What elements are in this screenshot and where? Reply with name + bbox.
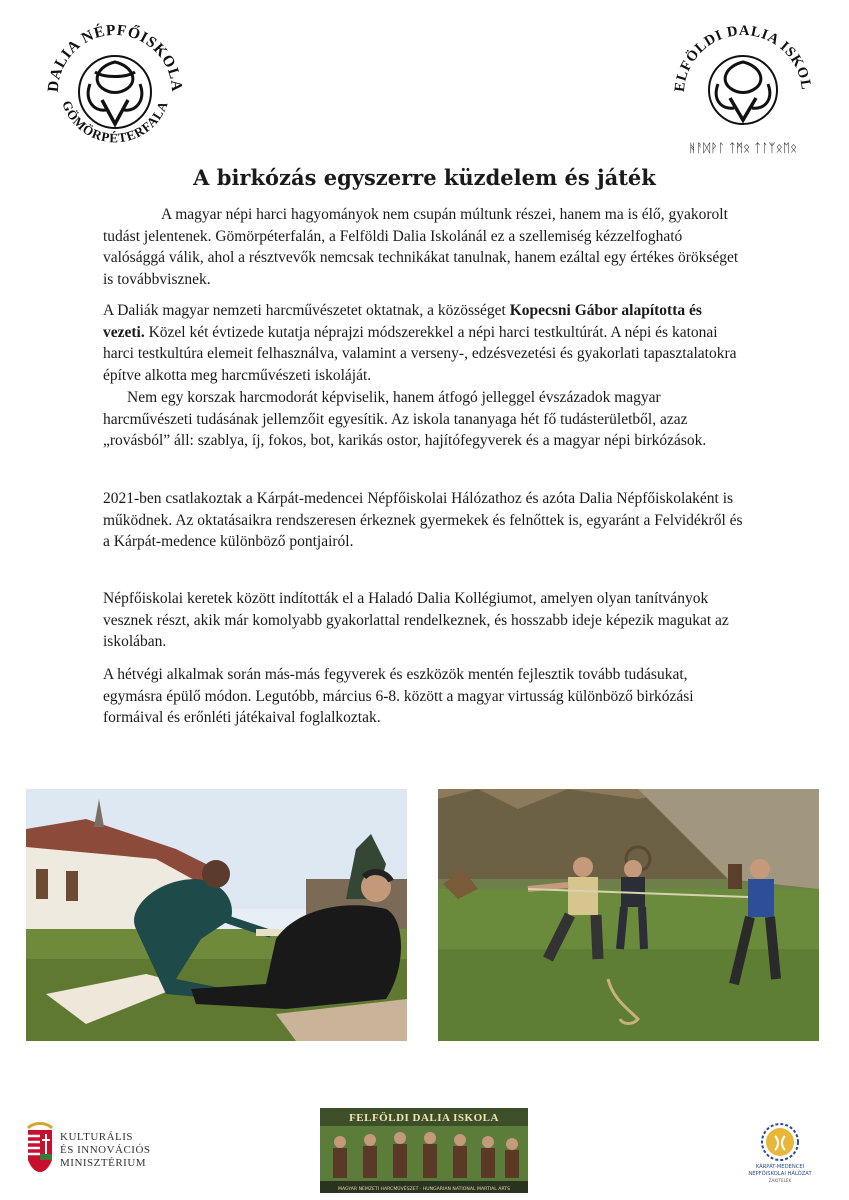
paragraph-2 xyxy=(103,300,743,452)
right-logo-rovas-text: ᚻᚨᛞᚹᛚ ᛏᛗᛟ ᛏᛚᛉᛟᛖᛟ xyxy=(688,141,798,155)
right-logo-top-text: ELFÖLDI DALIA ISKOL xyxy=(671,22,815,93)
network-line2: NÉPFŐISKOLAI HÁLÓZAT xyxy=(748,1171,812,1177)
felfoldi-dalia-iskola-logo xyxy=(668,14,818,164)
paragraph-2-start: A Daliák magyar nemzeti harcművészetet oktatnak, a közösséget xyxy=(103,302,510,319)
left-logo-top-text: DALIA NÉPFŐISKOLA xyxy=(44,21,186,93)
ministry-line2: ÉS INNOVÁCIÓS xyxy=(60,1144,151,1156)
paragraph-4 xyxy=(103,488,743,553)
karpat-medencei-nepfoiskolai-halozat-logo xyxy=(745,1122,815,1184)
paragraph-1 xyxy=(103,204,743,291)
felfoldi-dalia-banner xyxy=(320,1108,528,1193)
banner-title: FELFÖLDI DALIA ISKOLA xyxy=(349,1112,499,1124)
svg-text:DALIA NÉPFŐISKOLA xyxy=(45,22,186,93)
paragraph-6-text: A hétvégi alkalmak során más-más fegyverek és eszközök mentén fejlesztik tovább tudásukat, egymásra épülő módon. Legutóbb, március 6-8. között a magyar virtusság különböző birkózási formáival és erőnléti játékaival foglalkoztak. xyxy=(103,666,694,727)
photo-rope-pulling xyxy=(438,789,819,1041)
photo-sitting-wrestling-image xyxy=(26,789,407,1041)
network-line1: KÁRPÁT-MEDENCEI xyxy=(755,1164,805,1170)
network-line3: ZAKITELEK xyxy=(768,1178,792,1183)
knot-ornament-icon xyxy=(79,56,151,128)
paragraph-1-text: A magyar népi harci hagyományok nem csupán múltunk részei, hanem ma is élő, gyakorolt tudást jelentenek. Gömörpéterfalán, a Felföldi Dalia Iskolánál ez a szellemiség kézzelfogható valósággá válik, ahol a résztvevők nemcsak technikákat tanulnak, hanem ezáltal egy értékes örökséget is továbbvisznek. xyxy=(103,206,739,289)
ministry-line3: MINISZTÉRIUM xyxy=(60,1157,147,1169)
network-emblem-icon xyxy=(745,1122,815,1184)
paragraph-3-text: Nem egy korszak harcmodorát képviselik, hanem átfogó jelleggel évszázadok magyar harcművészeti tudásának jellemzőit egyesítik. Az iskola tananyaga hét fő tudásterületből, azaz „rovásból” áll: szablya, íj, fokos, bot, karikás ostor, hajítófegyverek és a magyar népi birkózások. xyxy=(103,388,707,450)
paragraph-5 xyxy=(103,588,743,653)
svg-text:FELFÖLDI DALIA ISKOLA xyxy=(668,14,814,93)
founder-name-bold: Kopecsni Gábor alapította és vezeti. xyxy=(103,302,702,341)
photo-rope-pulling-image xyxy=(438,789,819,1041)
banner-subtitle: MAGYAR NEMZETI HARCMŰVÉSZET · HUNGARIAN NATIONAL MARTIAL ARTS xyxy=(337,1187,511,1192)
article-title: A birkózás egyszerre küzdelem és játék xyxy=(193,165,656,190)
hungarian-coat-of-arms-icon xyxy=(24,1120,174,1182)
paragraph-2-end: Közel két évtizede kutatja néprajzi módszerekkel a népi harci testkultúrát. A népi és katonai harci testkultúra elemeit felhasználva, valamint a verseny-, edzésvezetési és gyakorlati tapasztalatokra építve alkotta meg harcművészeti iskoláját. xyxy=(103,323,737,385)
dalia-nepfoiskola-emblem xyxy=(40,14,190,164)
paragraph-4-text: 2021-ben csatlakoztak a Kárpát-medencei Népfőiskolai Hálózathoz és azóta Dalia Népfőiskolaként is működnek. Az oktatásaikra rendszeresen érkeznek gyermekek és felnőttek is, egyaránt a Felvidékről és a Kárpát-medence különböző pontjairól. xyxy=(103,490,743,551)
left-logo-bottom-text: GÖMÖRPÉTERFALA xyxy=(59,98,171,146)
paragraph-2-text xyxy=(103,300,743,387)
ministry-line1: KULTURÁLIS xyxy=(60,1131,134,1143)
photo-sitting-wrestling xyxy=(26,789,407,1041)
dalia-nepfoiskola-logo xyxy=(40,14,190,164)
paragraph-5-text: Népfőiskolai keretek között indították el a Haladó Dalia Kollégiumot, amelyen olyan tanítványok vesznek részt, akik már komolyabb gyakorlattal rendelkeznek, és hosszabb ideje képezik magukat az iskolában. xyxy=(103,590,729,651)
felfoldi-dalia-emblem xyxy=(668,14,818,164)
paragraph-6 xyxy=(103,664,743,729)
banner-group-photo xyxy=(320,1108,528,1193)
knot-ornament-icon xyxy=(709,56,777,124)
ministry-logo xyxy=(24,1120,174,1182)
